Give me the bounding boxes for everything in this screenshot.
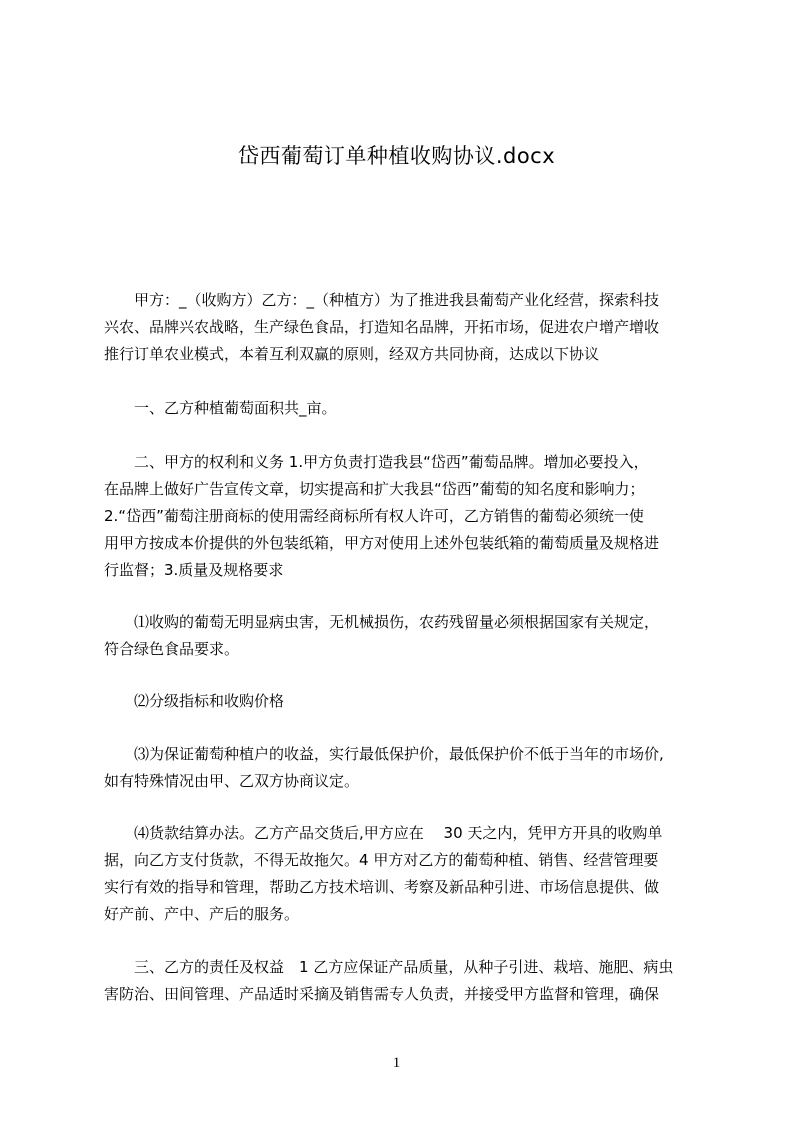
text-line: 甲方：_（收购方）乙方：_（种植方）为了推进我县葡萄产业化经营，探索科技 (104, 291, 660, 309)
text-line: 2.“岱西”葡萄注册商标的使用需经商标所有权人许可，乙方销售的葡萄必须统一使 (104, 507, 644, 525)
text-line: 在品牌上做好广告宣传文章，切实提高和扩大我县“岱西”葡萄的知名度和影响力； (104, 480, 645, 498)
text-line: ⑵分级指标和收购价格 (104, 692, 285, 710)
text-line: 兴农、品牌兴农战略，生产绿色食品，打造知名品牌，开拓市场，促进农户增产增收 (104, 318, 660, 336)
text-line: 如有特殊情况由甲、乙双方协商议定。 (104, 772, 360, 790)
text-line: ⑶为保证葡萄种植户的收益，实行最低保护价，最低保护价不低于当年的市场价, (104, 745, 664, 763)
document-title: 岱西葡萄订单种植收购协议.docx (237, 144, 556, 168)
text-line: 符合绿色食品要求。 (104, 640, 240, 658)
paragraph-section-2 (104, 449, 704, 584)
text-line: 实行有效的指导和管理，帮助乙方技术培训、考察及新品种引进、市场信息提供、做 (104, 878, 660, 896)
text-line: 用甲方按成本价提供的外包装纸箱，甲方对使用上述外包装纸箱的葡萄质量及规格进 (104, 534, 660, 552)
paragraph-quality-2 (104, 688, 704, 715)
text-line: 害防治、田间管理、产品适时采摘及销售需专人负责，并接受甲方监督和管理，确保 (104, 985, 660, 1003)
paragraph-quality-4 (104, 820, 704, 928)
text-line: 三、乙方的责任及权益 1 乙方应保证产品质量，从种子引进、栽培、施肥、病虫 (104, 958, 674, 976)
text-line: 据，向乙方支付货款，不得无故拖欠。4 甲方对乙方的葡萄种植、销售、经营管理要 (104, 851, 659, 869)
text-line: 二、甲方的权利和义务 1.甲方负责打造我县“岱西”葡萄品牌。增加必要投入， (104, 453, 649, 471)
paragraph-section-1 (104, 395, 704, 422)
text-line: 一、乙方种植葡萄面积共_亩。 (104, 399, 337, 417)
text-line: 好产前、产中、产后的服务。 (104, 905, 300, 923)
paragraph-quality-1 (104, 609, 704, 663)
paragraph-section-3 (104, 954, 704, 1008)
page-number: 1 (392, 1055, 401, 1071)
text-line: ⑷货款结算办法。乙方产品交货后,甲方应在 30 天之内，凭甲方开具的收购单 (104, 824, 663, 842)
text-line: 行监督；3.质量及规格要求 (104, 561, 284, 579)
paragraph-quality-3 (104, 741, 704, 795)
text-line: 推行订单农业模式，本着互利双赢的原则，经双方共同协商，达成以下协议 (104, 345, 600, 363)
paragraph-intro (104, 287, 704, 368)
text-line: ⑴收购的葡萄无明显病虫害，无机械损伤，农药残留量必须根据国家有关规定， (104, 613, 660, 631)
